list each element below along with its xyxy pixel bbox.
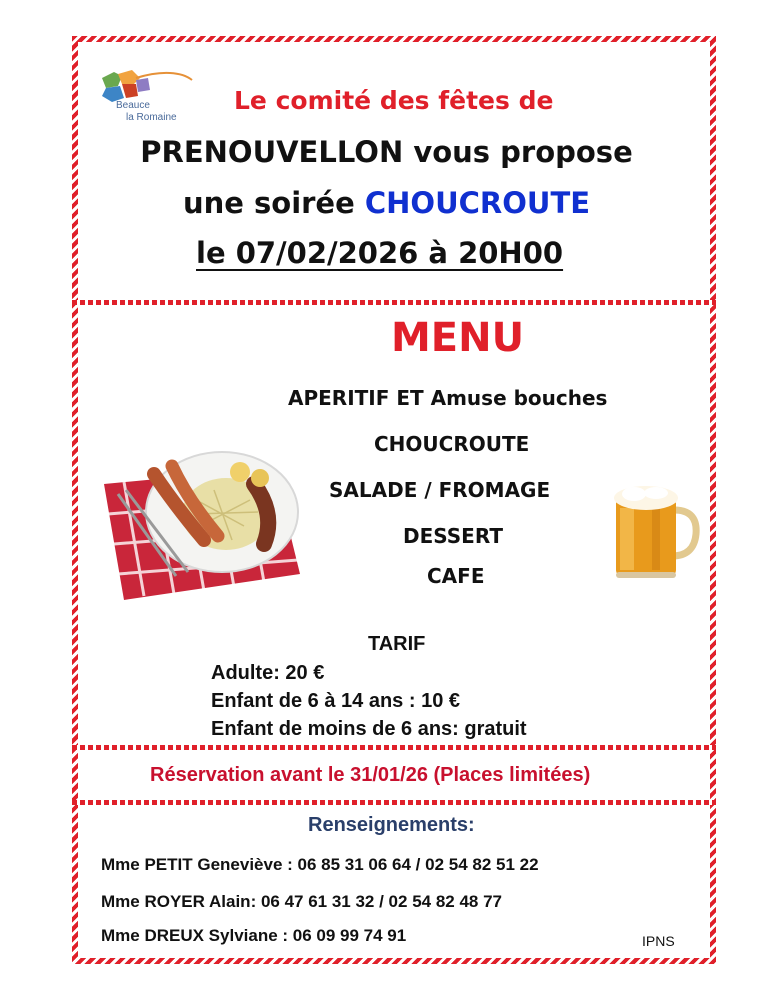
reservation-deadline: Réservation avant le 31/01/26 (Places limitées)	[150, 764, 591, 786]
header-line1: Le comité des fêtes de	[234, 86, 554, 115]
event-date: le 07/02/2026 à 20H00	[196, 236, 564, 270]
menu-item-salade-fromage: SALADE / FROMAGE	[329, 478, 551, 502]
menu-title: MENU	[391, 315, 525, 361]
tarif-enfant-moins-6: Enfant de moins de 6 ans: gratuit	[211, 718, 527, 740]
header-line3-highlight: CHOUCROUTE	[364, 186, 591, 220]
beauce-logo-icon	[92, 66, 202, 126]
contact-petit: Mme PETIT Geneviève : 06 85 31 06 64 / 02 54 82 51 22	[101, 855, 539, 874]
divider-reservation	[72, 800, 716, 805]
choucroute-plate-icon	[104, 444, 300, 604]
ipns-label: IPNS	[642, 933, 675, 949]
menu-item-dessert: DESSERT	[403, 524, 503, 548]
header-line3-prefix: une soirée	[182, 186, 365, 220]
divider-tarif	[72, 745, 716, 750]
logo-text-line1: Beauce	[116, 100, 150, 111]
menu-item-aperitif: APERITIF ET Amuse bouches	[288, 386, 608, 410]
divider-header	[72, 300, 716, 305]
contact-royer: Mme ROYER Alain: 06 47 61 31 32 / 02 54 82 48 77	[101, 892, 502, 911]
tarif-enfant-6-14: Enfant de 6 à 14 ans : 10 €	[211, 690, 460, 712]
contact-dreux: Mme DREUX Sylviane : 06 09 99 74 91	[101, 926, 407, 945]
contacts-title: Renseignements:	[308, 814, 475, 836]
header-line3	[0, 186, 773, 220]
logo-text-line2: la Romaine	[126, 112, 177, 123]
tarif-title: TARIF	[368, 633, 426, 655]
header-line2: PRENOUVELLON vous propose	[140, 135, 633, 169]
tarif-adulte: Adulte: 20 €	[211, 662, 325, 684]
menu-item-cafe: CAFE	[427, 564, 485, 588]
beer-mug-icon	[610, 484, 702, 580]
menu-item-choucroute: CHOUCROUTE	[374, 432, 530, 456]
